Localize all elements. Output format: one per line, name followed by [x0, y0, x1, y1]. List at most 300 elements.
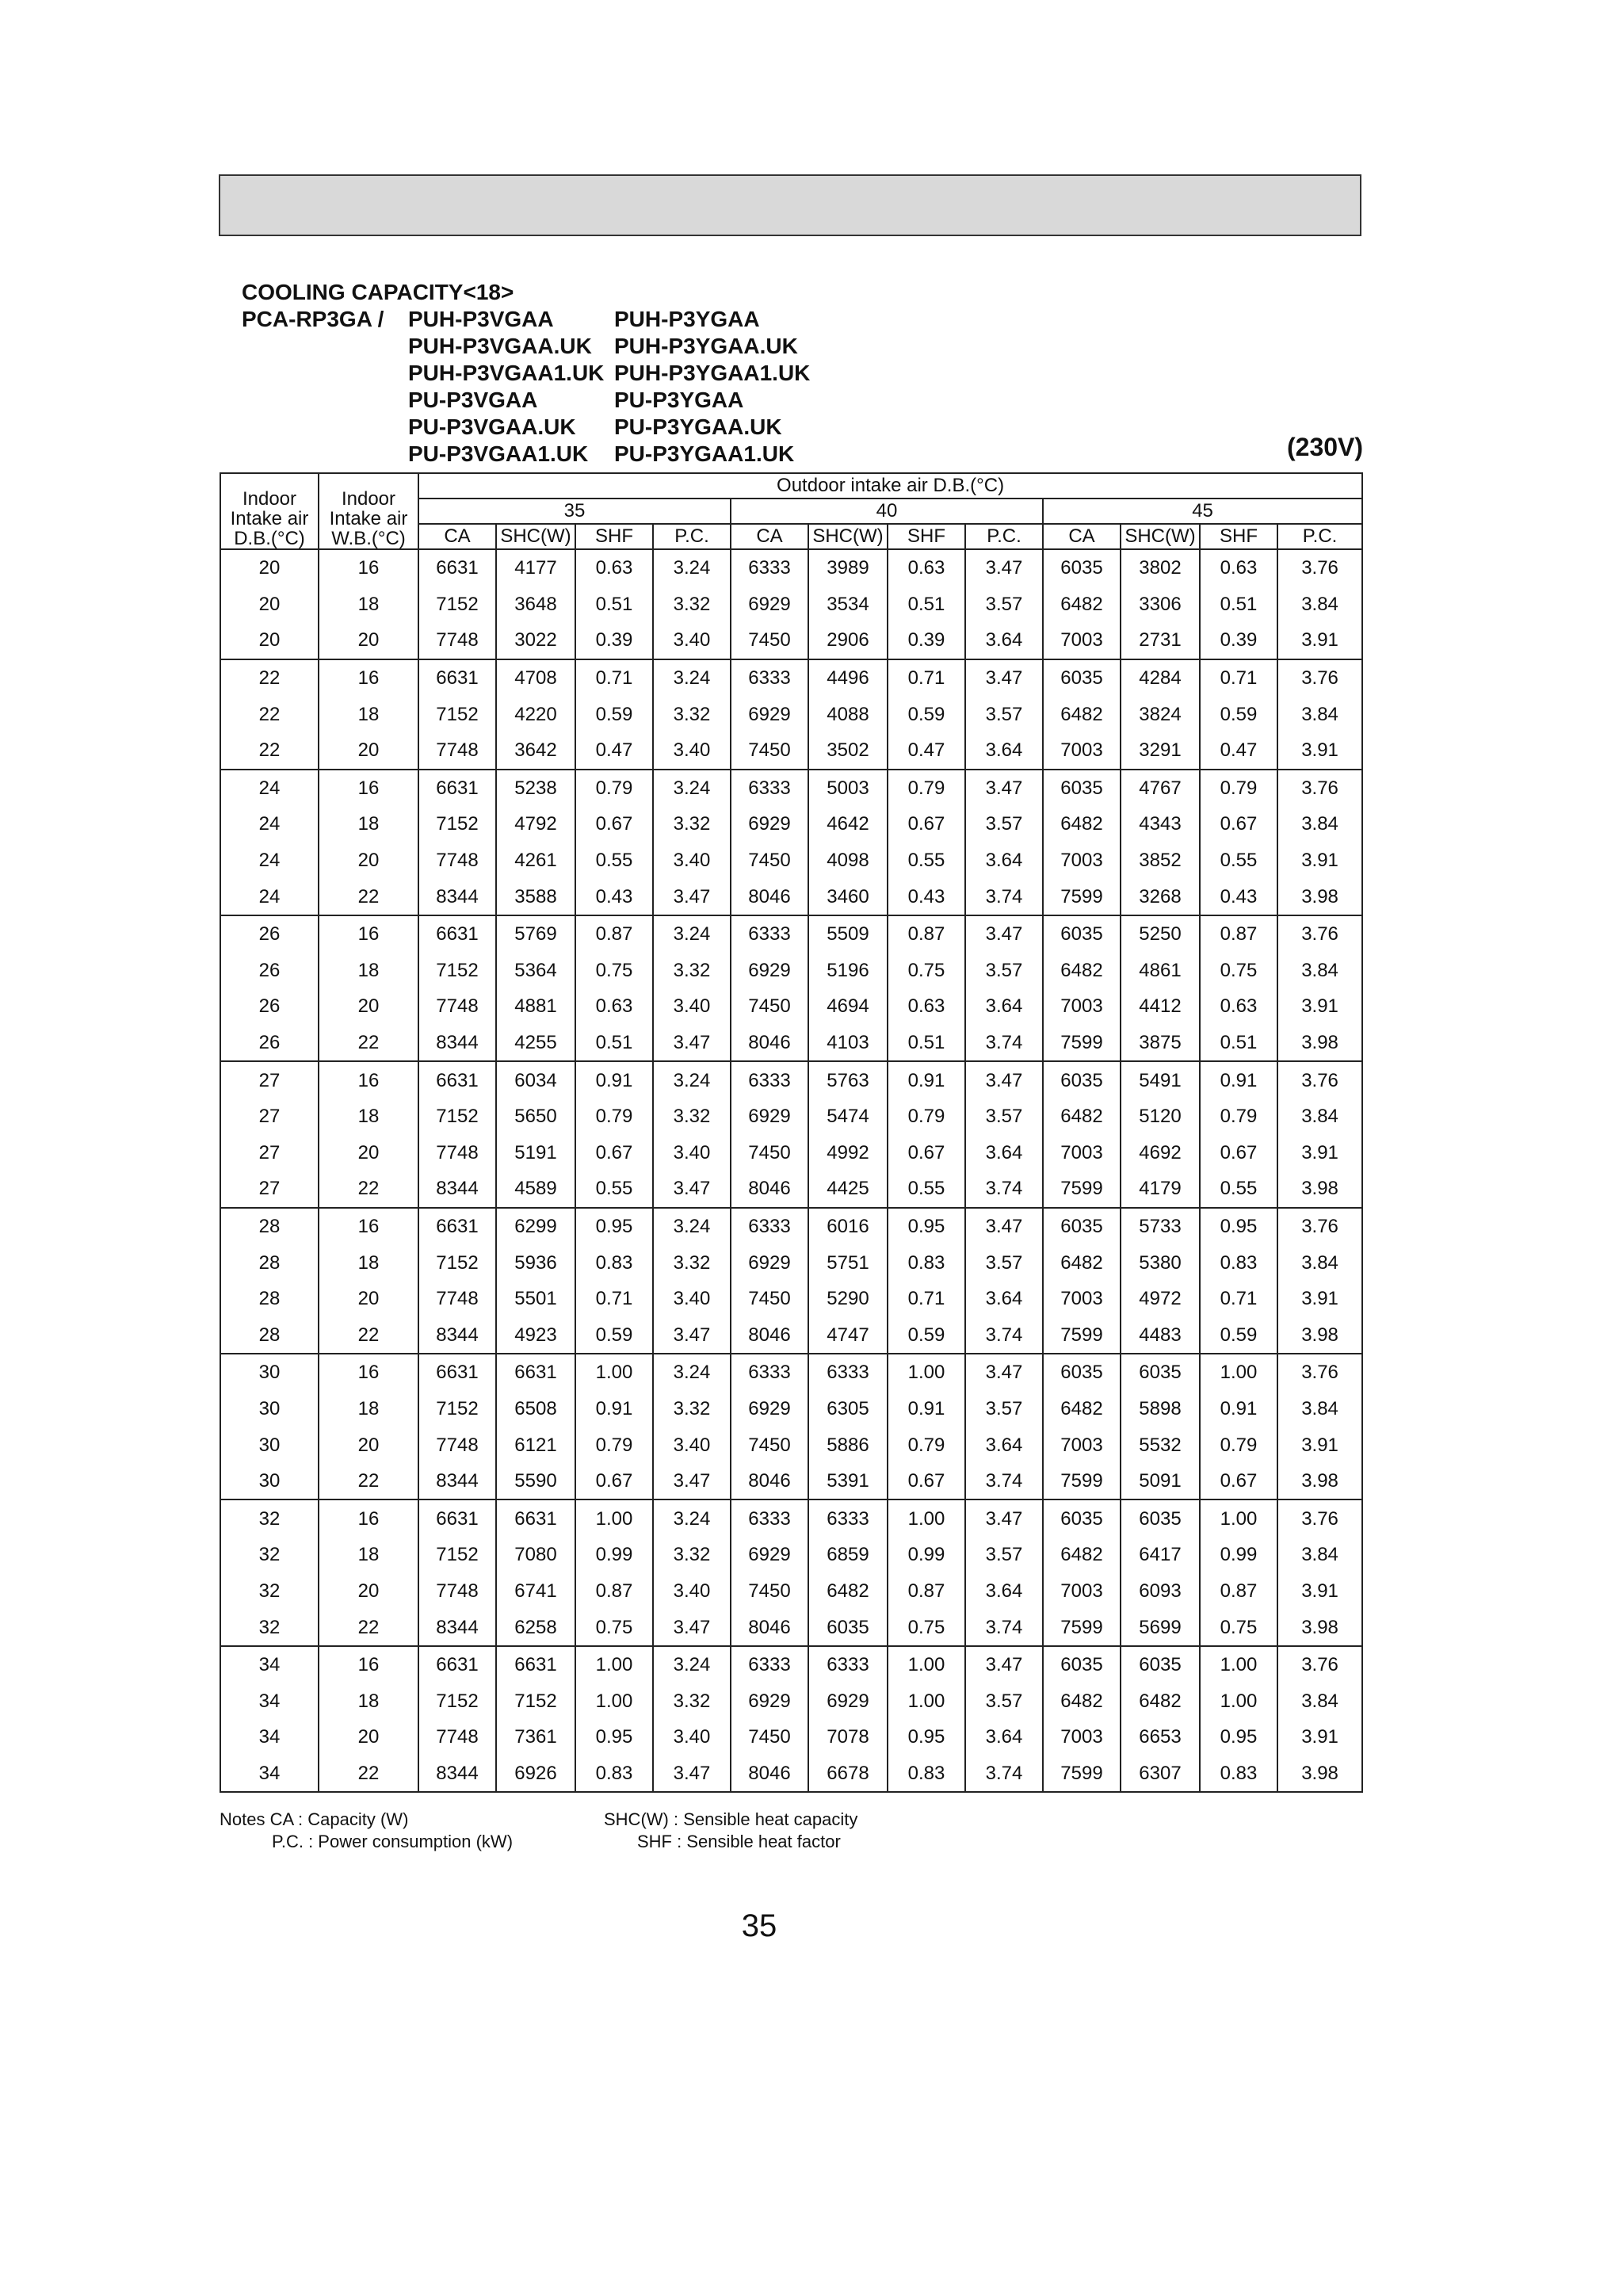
table-cell: 6482	[1043, 1244, 1121, 1281]
table-row	[220, 659, 1362, 697]
table-cell: 0.43	[1200, 878, 1277, 915]
table-cell: 0.59	[575, 1316, 653, 1354]
table-cell: 0.87	[575, 915, 653, 953]
table-cell: 3824	[1121, 696, 1200, 732]
table-cell: 6035	[1043, 770, 1121, 807]
table-cell: 8046	[731, 1463, 808, 1500]
table-cell: 0.87	[888, 915, 965, 953]
table-cell: 6929	[731, 696, 808, 732]
table-cell: 1.00	[575, 1499, 653, 1537]
table-cell: 6631	[496, 1499, 575, 1537]
table-cell: 6035	[1043, 659, 1121, 697]
table-cell: 7003	[1043, 1281, 1121, 1317]
table-cell: 3.40	[653, 1281, 731, 1317]
table-row	[220, 1316, 1362, 1354]
table-cell: 3.40	[653, 1135, 731, 1171]
table-cell: 6035	[1043, 1499, 1121, 1537]
table-cell: 8344	[418, 878, 496, 915]
table-cell: 6929	[731, 1537, 808, 1573]
table-cell: 0.67	[1200, 806, 1277, 842]
table-row	[220, 1719, 1362, 1755]
table-cell: 7003	[1043, 988, 1121, 1025]
table-cell: 3.74	[965, 1755, 1043, 1793]
table-cell: 24	[220, 770, 319, 807]
table-cell: 4220	[496, 696, 575, 732]
table-cell: 0.79	[888, 1427, 965, 1463]
header-bar	[219, 174, 1361, 236]
table-cell: 8046	[731, 1609, 808, 1646]
table-cell: 34	[220, 1719, 319, 1755]
table-cell: 3.91	[1277, 1719, 1362, 1755]
table-cell: 5650	[496, 1098, 575, 1135]
table-cell: 6482	[1043, 586, 1121, 623]
table-cell: 3.57	[965, 1537, 1043, 1573]
table-cell: 4103	[808, 1025, 888, 1062]
table-cell: 6333	[731, 1499, 808, 1537]
table-cell: 6016	[808, 1208, 888, 1245]
table-cell: 3.84	[1277, 1244, 1362, 1281]
table-cell: 7748	[418, 1135, 496, 1171]
table-cell: 7748	[418, 622, 496, 659]
table-cell: 4642	[808, 806, 888, 842]
table-cell: 32	[220, 1537, 319, 1573]
table-cell: 5886	[808, 1427, 888, 1463]
table-cell: 7152	[418, 586, 496, 623]
table-cell: 22	[319, 1609, 418, 1646]
table-cell: 0.79	[575, 770, 653, 807]
table-cell: 24	[220, 842, 319, 879]
table-cell: 20	[319, 1427, 418, 1463]
table-cell: 3.24	[653, 915, 731, 953]
table-cell: 20	[319, 622, 418, 659]
table-cell: 3.47	[965, 1499, 1043, 1537]
table-cell: 18	[319, 1391, 418, 1427]
table-cell: 3.40	[653, 1573, 731, 1610]
table-cell: 3852	[1121, 842, 1200, 879]
table-cell: 4992	[808, 1135, 888, 1171]
header-indoor-db: Indoor Intake air D.B.(°C)	[220, 473, 319, 549]
table-cell: 0.79	[575, 1427, 653, 1463]
table-cell: 6121	[496, 1427, 575, 1463]
table-cell: 0.79	[575, 1098, 653, 1135]
table-cell: 4708	[496, 659, 575, 697]
table-cell: 22	[319, 1463, 418, 1500]
table-cell: 0.63	[575, 988, 653, 1025]
table-cell: 4861	[1121, 953, 1200, 989]
table-cell: 4972	[1121, 1281, 1200, 1317]
table-cell: 6929	[731, 1683, 808, 1719]
table-cell: 5751	[808, 1244, 888, 1281]
outdoor-model: PUH-P3YGAA1.UK	[614, 361, 811, 385]
table-cell: 0.91	[888, 1391, 965, 1427]
table-cell: 3.76	[1277, 915, 1362, 953]
table-cell: 20	[220, 586, 319, 623]
note-shc: SHC(W) : Sensible heat capacity	[604, 1809, 858, 1829]
table-cell: 34	[220, 1755, 319, 1793]
table-cell: 18	[319, 953, 418, 989]
table-cell: 3.57	[965, 1683, 1043, 1719]
table-cell: 7003	[1043, 1427, 1121, 1463]
table-cell: 22	[319, 1755, 418, 1793]
table-cell: 7152	[418, 1683, 496, 1719]
table-cell: 18	[319, 1683, 418, 1719]
table-cell: 30	[220, 1427, 319, 1463]
table-cell: 5763	[808, 1061, 888, 1098]
table-cell: 6631	[418, 1646, 496, 1683]
table-cell: 0.87	[1200, 1573, 1277, 1610]
table-cell: 3.74	[965, 878, 1043, 915]
cooling-capacity-table	[220, 472, 1363, 1793]
table-cell: 3.40	[653, 732, 731, 770]
outdoor-model: PU-P3YGAA1.UK	[614, 441, 795, 466]
table-cell: 6035	[1121, 1499, 1200, 1537]
table-cell: 3.84	[1277, 696, 1362, 732]
table-cell: 22	[220, 696, 319, 732]
table-cell: 4255	[496, 1025, 575, 1062]
table-cell: 3.47	[965, 770, 1043, 807]
table-cell: 0.79	[1200, 1098, 1277, 1135]
table-cell: 4923	[496, 1316, 575, 1354]
table-cell: 0.91	[1200, 1061, 1277, 1098]
table-cell: 0.55	[1200, 842, 1277, 879]
table-cell: 3.91	[1277, 1573, 1362, 1610]
table-cell: 3.76	[1277, 1208, 1362, 1245]
table-cell: 8046	[731, 1171, 808, 1208]
table-cell: 32	[220, 1609, 319, 1646]
table-cell: 0.87	[1200, 915, 1277, 953]
table-cell: 16	[319, 770, 418, 807]
table-cell: 3534	[808, 586, 888, 623]
table-row	[220, 1171, 1362, 1208]
table-cell: 20	[319, 988, 418, 1025]
table-cell: 27	[220, 1098, 319, 1135]
table-cell: 6482	[1043, 806, 1121, 842]
table-cell: 7078	[808, 1719, 888, 1755]
table-cell: 3875	[1121, 1025, 1200, 1062]
table-cell: 4694	[808, 988, 888, 1025]
column-header: SHC(W)	[1121, 524, 1200, 549]
table-cell: 3.47	[653, 1463, 731, 1500]
table-cell: 1.00	[1200, 1499, 1277, 1537]
table-cell: 3.32	[653, 953, 731, 989]
table-cell: 3.98	[1277, 1316, 1362, 1354]
table-cell: 27	[220, 1171, 319, 1208]
column-header: CA	[418, 524, 496, 549]
table-cell: 6741	[496, 1573, 575, 1610]
table-cell: 0.79	[888, 1098, 965, 1135]
table-cell: 0.39	[575, 622, 653, 659]
table-cell: 27	[220, 1135, 319, 1171]
table-cell: 6929	[731, 1391, 808, 1427]
table-cell: 0.95	[1200, 1719, 1277, 1755]
table-cell: 6631	[418, 915, 496, 953]
table-cell: 18	[319, 806, 418, 842]
table-cell: 7450	[731, 732, 808, 770]
table-cell: 3.57	[965, 1098, 1043, 1135]
table-cell: 0.87	[888, 1573, 965, 1610]
table-cell: 26	[220, 988, 319, 1025]
table-cell: 8344	[418, 1171, 496, 1208]
table-cell: 0.55	[888, 842, 965, 879]
table-cell: 0.63	[575, 549, 653, 586]
table-cell: 3.64	[965, 1719, 1043, 1755]
table-cell: 5391	[808, 1463, 888, 1500]
table-cell: 16	[319, 1354, 418, 1391]
table-cell: 28	[220, 1244, 319, 1281]
table-cell: 34	[220, 1683, 319, 1719]
table-cell: 5936	[496, 1244, 575, 1281]
table-cell: 6035	[1121, 1646, 1200, 1683]
column-header: P.C.	[965, 524, 1043, 549]
table-cell: 7003	[1043, 842, 1121, 879]
table-cell: 3.24	[653, 549, 731, 586]
table-cell: 0.95	[1200, 1208, 1277, 1245]
page-number: 35	[741, 1908, 777, 1943]
table-cell: 3.74	[965, 1025, 1043, 1062]
table-row	[220, 1354, 1362, 1391]
table-cell: 5699	[1121, 1609, 1200, 1646]
table-cell: 3.57	[965, 586, 1043, 623]
header-outdoor-temp: 35	[418, 499, 731, 524]
column-header: SHF	[575, 524, 653, 549]
table-cell: 3502	[808, 732, 888, 770]
table-cell: 4261	[496, 842, 575, 879]
table-cell: 0.95	[575, 1208, 653, 1245]
table-cell: 3.91	[1277, 1427, 1362, 1463]
table-cell: 4496	[808, 659, 888, 697]
table-cell: 3.91	[1277, 732, 1362, 770]
table-cell: 3.76	[1277, 1499, 1362, 1537]
header-outdoor-temp: 45	[1043, 499, 1362, 524]
table-cell: 7003	[1043, 1135, 1121, 1171]
table-cell: 3.84	[1277, 1098, 1362, 1135]
table-cell: 16	[319, 549, 418, 586]
table-cell: 3.74	[965, 1171, 1043, 1208]
table-cell: 7748	[418, 1573, 496, 1610]
table-cell: 0.59	[575, 696, 653, 732]
table-row	[220, 1427, 1362, 1463]
table-cell: 3.24	[653, 1061, 731, 1098]
table-cell: 6034	[496, 1061, 575, 1098]
table-cell: 0.47	[1200, 732, 1277, 770]
table-cell: 8344	[418, 1755, 496, 1793]
table-cell: 8344	[418, 1463, 496, 1500]
table-cell: 7080	[496, 1537, 575, 1573]
table-cell: 0.51	[888, 586, 965, 623]
table-row	[220, 732, 1362, 770]
table-cell: 3.40	[653, 1719, 731, 1755]
table-cell: 5290	[808, 1281, 888, 1317]
table-cell: 20	[319, 1135, 418, 1171]
table-cell: 0.67	[888, 1135, 965, 1171]
table-cell: 0.39	[1200, 622, 1277, 659]
table-cell: 3.24	[653, 1208, 731, 1245]
table-cell: 1.00	[575, 1646, 653, 1683]
table-cell: 0.63	[1200, 988, 1277, 1025]
table-cell: 0.63	[888, 549, 965, 586]
table-cell: 0.83	[888, 1244, 965, 1281]
table-cell: 7599	[1043, 878, 1121, 915]
table-row	[220, 1281, 1362, 1317]
table-cell: 8046	[731, 1316, 808, 1354]
table-cell: 5120	[1121, 1098, 1200, 1135]
table-cell: 7748	[418, 1719, 496, 1755]
table-cell: 6305	[808, 1391, 888, 1427]
table-cell: 3.64	[965, 842, 1043, 879]
table-row	[220, 842, 1362, 879]
table-cell: 0.51	[575, 1025, 653, 1062]
table-cell: 20	[319, 842, 418, 879]
table-cell: 22	[220, 732, 319, 770]
outdoor-models-col1	[408, 306, 604, 468]
table-cell: 6333	[808, 1354, 888, 1391]
table-cell: 7152	[418, 1537, 496, 1573]
table-cell: 6482	[1043, 1537, 1121, 1573]
outdoor-model: PU-P3YGAA	[614, 388, 744, 412]
table-cell: 3.40	[653, 622, 731, 659]
table-cell: 6929	[731, 806, 808, 842]
table-cell: 5003	[808, 770, 888, 807]
table-cell: 6631	[418, 1208, 496, 1245]
table-cell: 5474	[808, 1098, 888, 1135]
table-cell: 3.91	[1277, 1135, 1362, 1171]
table-cell: 18	[319, 1098, 418, 1135]
table-cell: 3.47	[653, 878, 731, 915]
table-cell: 6035	[808, 1609, 888, 1646]
table-row	[220, 1391, 1362, 1427]
table-cell: 7450	[731, 1573, 808, 1610]
table-cell: 0.43	[575, 878, 653, 915]
table-cell: 0.87	[575, 1573, 653, 1610]
table-cell: 6035	[1121, 1354, 1200, 1391]
table-cell: 4767	[1121, 770, 1200, 807]
table-cell: 3.40	[653, 842, 731, 879]
table-cell: 6482	[1121, 1683, 1200, 1719]
table-cell: 7748	[418, 1427, 496, 1463]
table-cell: 27	[220, 1061, 319, 1098]
table-cell: 6482	[1043, 1098, 1121, 1135]
table-cell: 6333	[808, 1646, 888, 1683]
note-pc: P.C. : Power consumption (kW)	[272, 1832, 514, 1851]
table-cell: 0.51	[1200, 1025, 1277, 1062]
table-row	[220, 622, 1362, 659]
table-cell: 3.47	[653, 1025, 731, 1062]
table-row	[220, 1499, 1362, 1537]
table-cell: 8046	[731, 1755, 808, 1793]
table-cell: 3.32	[653, 1683, 731, 1719]
table-cell: 3.64	[965, 1281, 1043, 1317]
table-cell: 7599	[1043, 1755, 1121, 1793]
table-cell: 22	[220, 659, 319, 697]
table-cell: 3.76	[1277, 659, 1362, 697]
table-cell: 0.75	[575, 953, 653, 989]
table-cell: 7361	[496, 1719, 575, 1755]
table-cell: 4412	[1121, 988, 1200, 1025]
table-cell: 24	[220, 806, 319, 842]
table-cell: 6929	[731, 1098, 808, 1135]
table-cell: 0.91	[1200, 1391, 1277, 1427]
table-cell: 7003	[1043, 732, 1121, 770]
table-cell: 5238	[496, 770, 575, 807]
table-cell: 0.99	[575, 1537, 653, 1573]
table-row	[220, 1609, 1362, 1646]
table-cell: 6631	[418, 549, 496, 586]
table-cell: 0.59	[1200, 696, 1277, 732]
table-cell: 0.83	[575, 1755, 653, 1793]
table-cell: 3.64	[965, 1573, 1043, 1610]
table-cell: 7748	[418, 842, 496, 879]
outdoor-model: PU-P3VGAA1.UK	[408, 441, 589, 466]
table-cell: 6508	[496, 1391, 575, 1427]
table-cell: 22	[319, 1025, 418, 1062]
table-cell: 0.67	[575, 806, 653, 842]
table-row	[220, 1683, 1362, 1719]
table-row	[220, 586, 1362, 623]
table-cell: 7599	[1043, 1463, 1121, 1500]
table-cell: 22	[319, 1171, 418, 1208]
table-row	[220, 1573, 1362, 1610]
table-row	[220, 1135, 1362, 1171]
table-row	[220, 1061, 1362, 1098]
table-cell: 3.76	[1277, 1646, 1362, 1683]
table-cell: 0.71	[1200, 659, 1277, 697]
column-header: P.C.	[1277, 524, 1362, 549]
table-cell: 3.76	[1277, 549, 1362, 586]
table-cell: 0.55	[1200, 1171, 1277, 1208]
table-cell: 7599	[1043, 1316, 1121, 1354]
table-cell: 4177	[496, 549, 575, 586]
table-cell: 7748	[418, 1281, 496, 1317]
table-cell: 7748	[418, 988, 496, 1025]
table-cell: 3.84	[1277, 586, 1362, 623]
table-cell: 4179	[1121, 1171, 1200, 1208]
table-cell: 32	[220, 1573, 319, 1610]
table-cell: 0.71	[888, 659, 965, 697]
table-cell: 0.99	[888, 1537, 965, 1573]
table-cell: 6482	[1043, 1683, 1121, 1719]
table-cell: 4483	[1121, 1316, 1200, 1354]
table-cell: 16	[319, 915, 418, 953]
table-cell: 6333	[731, 1646, 808, 1683]
table-cell: 0.71	[888, 1281, 965, 1317]
table-cell: 4881	[496, 988, 575, 1025]
table-cell: 3.32	[653, 1098, 731, 1135]
table-cell: 7152	[496, 1683, 575, 1719]
table-cell: 34	[220, 1646, 319, 1683]
table-cell: 30	[220, 1391, 319, 1427]
table-cell: 3.84	[1277, 1537, 1362, 1573]
table-cell: 7152	[418, 806, 496, 842]
table-cell: 3.57	[965, 696, 1043, 732]
table-cell: 6653	[1121, 1719, 1200, 1755]
table-cell: 6482	[1043, 696, 1121, 732]
table-cell: 3.47	[653, 1171, 731, 1208]
table-cell: 6631	[418, 1499, 496, 1537]
table-cell: 7152	[418, 1391, 496, 1427]
table-cell: 16	[319, 1208, 418, 1245]
table-cell: 3.32	[653, 1537, 731, 1573]
table-row	[220, 696, 1362, 732]
table-row	[220, 1208, 1362, 1245]
table-cell: 0.55	[575, 1171, 653, 1208]
table-cell: 0.83	[1200, 1755, 1277, 1793]
table-cell: 0.47	[575, 732, 653, 770]
table-cell: 3.84	[1277, 1683, 1362, 1719]
table-cell: 6333	[731, 1354, 808, 1391]
table-cell: 1.00	[888, 1354, 965, 1391]
table-cell: 6093	[1121, 1573, 1200, 1610]
table-body	[220, 549, 1362, 1792]
